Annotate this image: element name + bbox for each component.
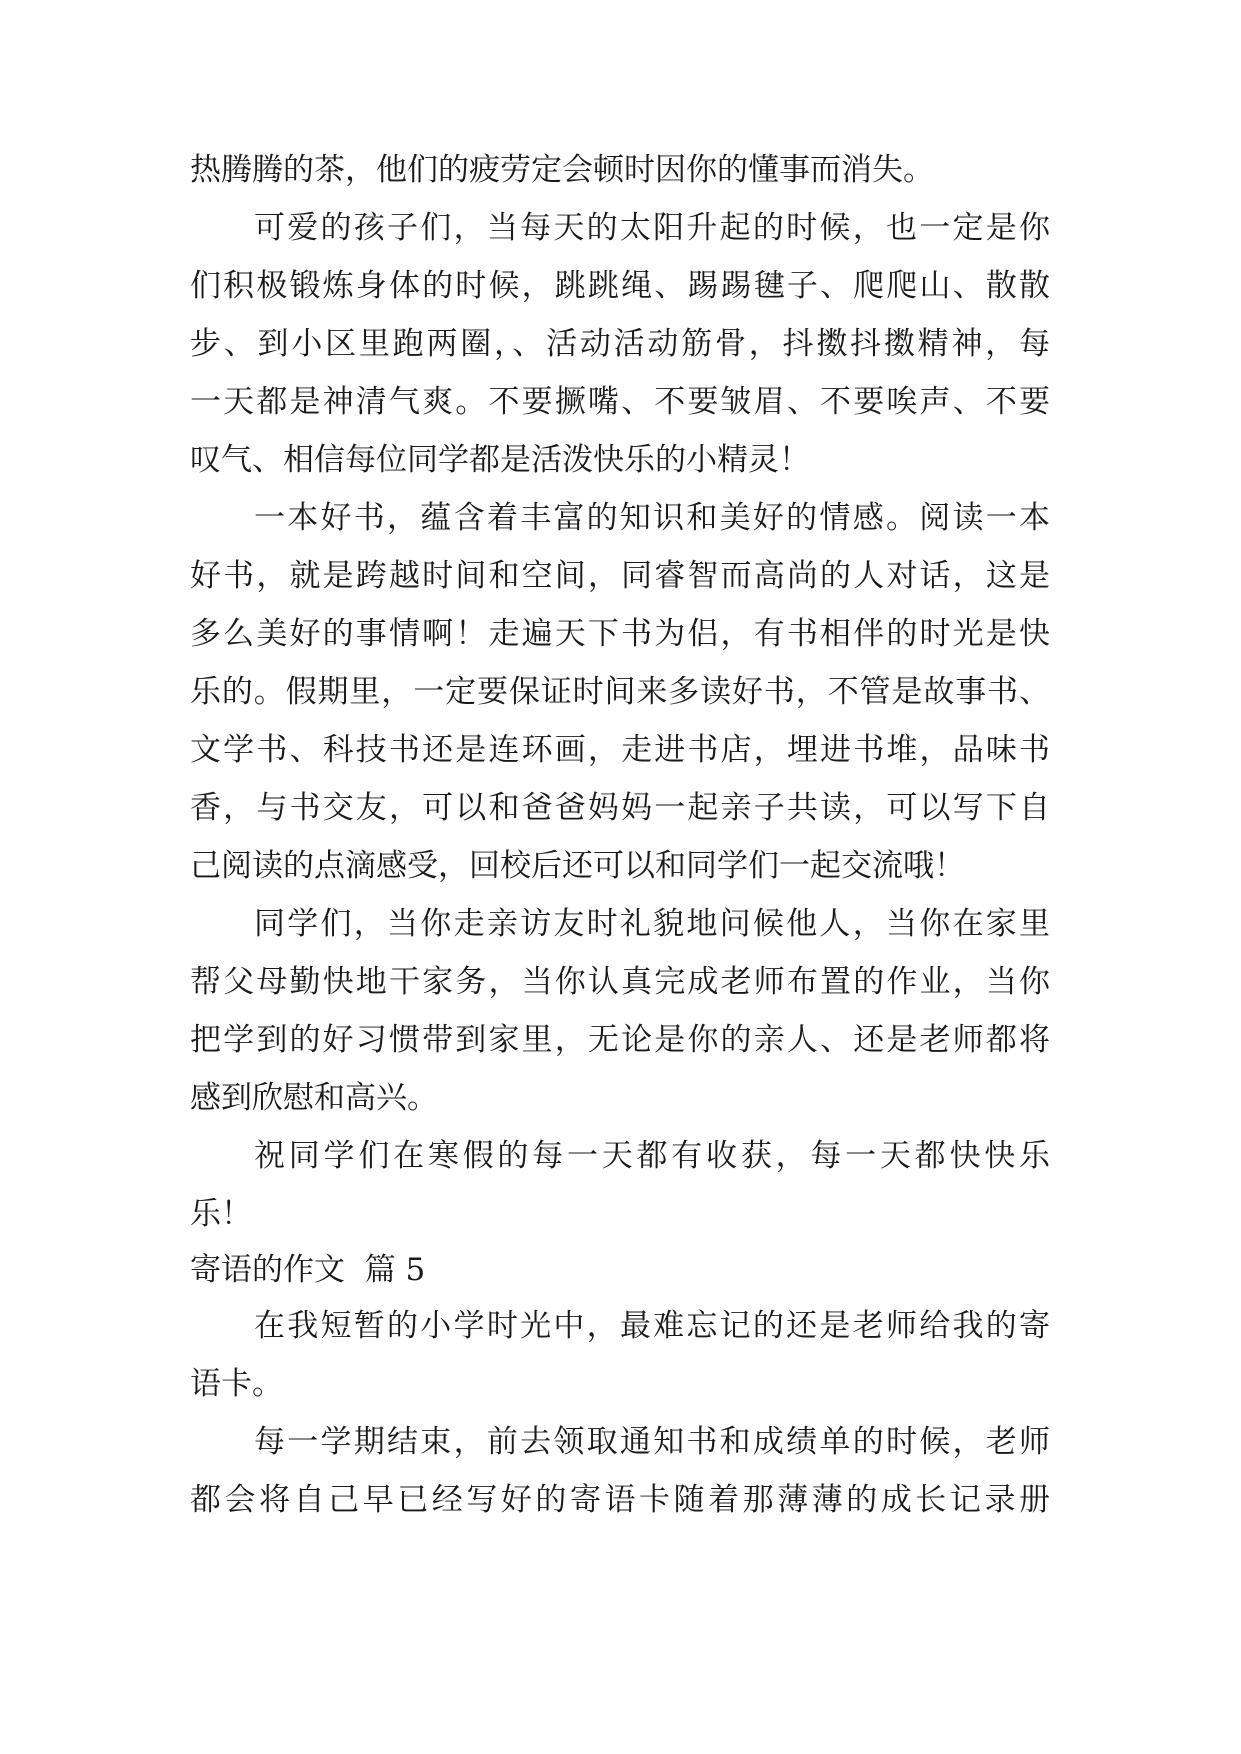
text-line: 乐的。假期里，一定要保证时间来多读好书，不管是故事书、 bbox=[190, 674, 1050, 710]
text-line: 好书，就是跨越时间和空间，同睿智而高尚的人对话，这是 bbox=[190, 558, 1050, 594]
text-line: 热腾腾的茶，他们的疲劳定会顿时因你的懂事而消失。 bbox=[190, 152, 934, 188]
text-line: 多么美好的事情啊！走遍天下书为侣，有书相伴的时光是快 bbox=[190, 616, 1050, 652]
text-line: 文学书、科技书还是连环画，走进书店，埋进书堆，品味书 bbox=[190, 732, 1050, 768]
text-line: 香，与书交友，可以和爸爸妈妈一起亲子共读，可以写下自 bbox=[190, 790, 1050, 826]
text-line: 叹气、相信每位同学都是活泼快乐的小精灵！ bbox=[190, 442, 810, 478]
paragraph-first-line: 祝同学们在寒假的每一天都有收获，每一天都快快乐 bbox=[254, 1138, 1050, 1174]
text-line: 一天都是神清气爽。不要撅嘴、不要皱眉、不要唉声、不要 bbox=[190, 384, 1050, 420]
text-line: 感到欣慰和高兴。 bbox=[190, 1080, 438, 1116]
text-line: 己阅读的点滴感受，回校后还可以和同学们一起交流哦！ bbox=[190, 848, 965, 884]
text-line: 步、到小区里跑两圈，、活动活动筋骨，抖擞抖擞精神，每 bbox=[190, 326, 1050, 362]
paragraph-first-line: 在我短暂的小学时光中，最难忘记的还是老师给我的寄 bbox=[254, 1308, 1050, 1344]
paragraph-first-line: 同学们，当你走亲访友时礼貌地问候他人，当你在家里 bbox=[254, 906, 1050, 942]
text-line: 语卡。 bbox=[190, 1366, 283, 1402]
paragraph-first-line: 每一学期结束，前去领取通知书和成绩单的时候，老师 bbox=[254, 1424, 1050, 1460]
document-page bbox=[190, 0, 1050, 1754]
text-line: 乐！ bbox=[190, 1196, 252, 1232]
section-heading: 寄语的作文 篇 5 bbox=[190, 1252, 426, 1288]
text-line: 都会将自己早已经写好的寄语卡随着那薄薄的成长记录册 bbox=[190, 1482, 1050, 1518]
paragraph-first-line: 可爱的孩子们，当每天的太阳升起的时候，也一定是你 bbox=[254, 210, 1050, 246]
text-line: 们积极锻炼身体的时候，跳跳绳、踢踢毽子、爬爬山、散散 bbox=[190, 268, 1050, 304]
text-line: 帮父母勤快地干家务，当你认真完成老师布置的作业，当你 bbox=[190, 964, 1050, 1000]
paragraph-first-line: 一本好书，蕴含着丰富的知识和美好的情感。阅读一本 bbox=[254, 500, 1050, 536]
text-line: 把学到的好习惯带到家里，无论是你的亲人、还是老师都将 bbox=[190, 1022, 1050, 1058]
